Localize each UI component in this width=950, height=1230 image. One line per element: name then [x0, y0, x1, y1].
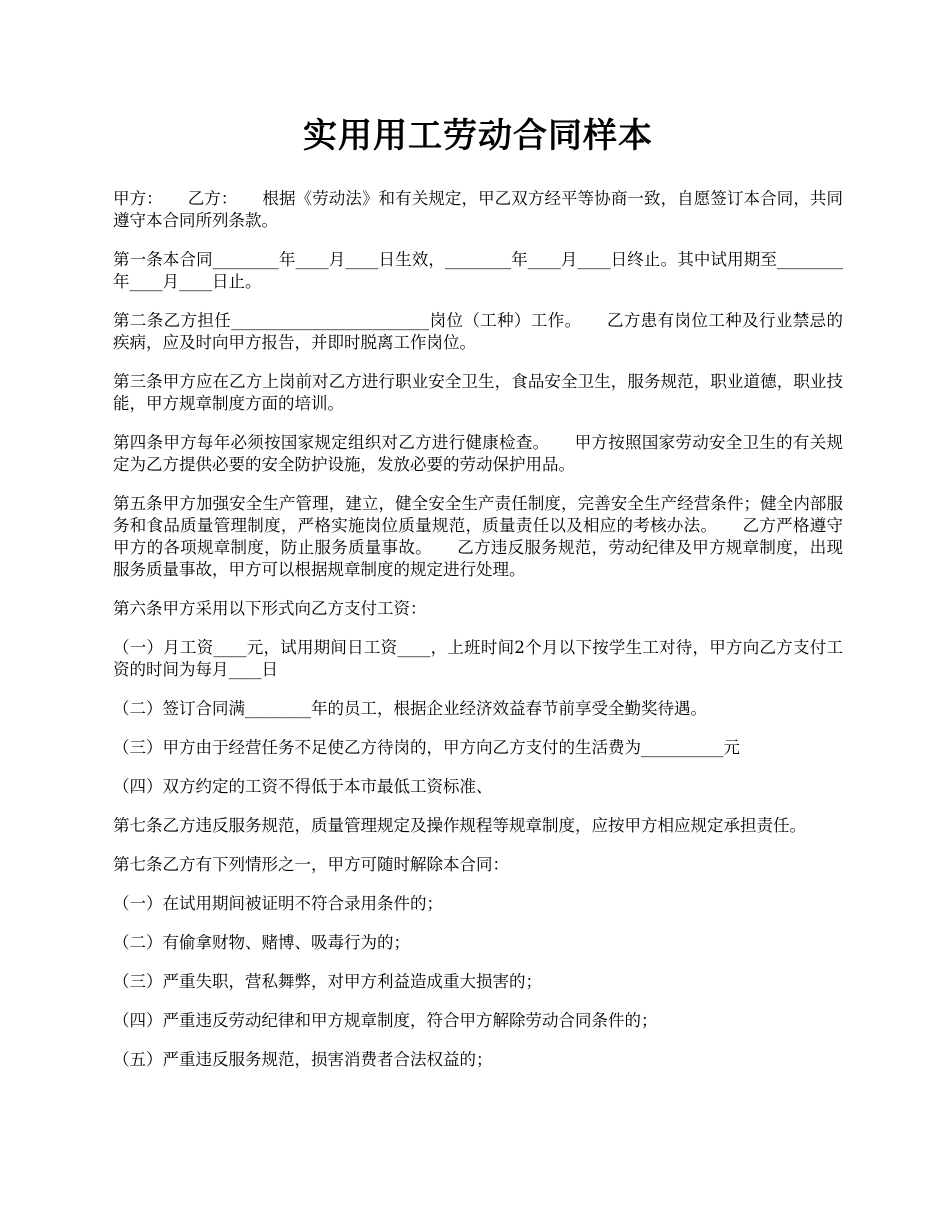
article-2-position: 第二条乙方担任________________________岗位（工种）工作。 乙方患有岗位工种及行业禁忌的疾病，应及时向甲方报告，并即时脱离工作岗位。 [113, 311, 843, 352]
termination-item-2: （二）有偷拿财物、赌博、吸毒行为的； [113, 933, 410, 952]
intro-paragraph: 甲方： 乙方： 根据《劳动法》和有关规定，甲乙双方经平等协商一致，自愿签订本合同，共同遵守本合同所列条款。 [113, 189, 843, 230]
article-5-safety-management: 第五条甲方加强安全生产管理，建立，健全安全生产责任制度，完善安全生产经营条件；健全内部服务和食品质量管理制度，严格实施岗位质量规范，质量责任以及相应的考核办法。 乙方严格遵守甲方的各项规章制度，防止服务质量事故。 乙方违反服务规范，劳动纪律及甲方规章制度，出现服务质量事故，甲方可以根据规章制度的规定进行处理。 [113, 494, 843, 579]
wage-item-1: （一）月工资____元，试用期间日工资____，上班时间2个月以下按学生工对待，甲方向乙方支付工资的时间为每月____日 [113, 638, 843, 679]
article-6-wages: 第六条甲方采用以下形式向乙方支付工资： [113, 599, 427, 618]
wage-item-3: （三）甲方由于经营任务不足使乙方待岗的，甲方向乙方支付的生活费为__________元 [113, 738, 740, 757]
article-1-term: 第一条本合同________年____月____日生效，________年____月____日终止。其中试用期至________年____月____日止。 [113, 250, 843, 291]
termination-item-3: （三）严重失职，营私舞弊，对甲方利益造成重大损害的； [113, 972, 542, 991]
article-3-training: 第三条甲方应在乙方上岗前对乙方进行职业安全卫生，食品安全卫生，服务规范，职业道德，职业技能，甲方规章制度方面的培训。 [113, 372, 843, 413]
termination-item-4: （四）严重违反劳动纪律和甲方规章制度，符合甲方解除劳动合同条件的； [113, 1011, 658, 1030]
wage-item-4: （四）双方约定的工资不得低于本市最低工资标准、 [113, 777, 493, 796]
document-page [113, 0, 843, 1088]
article-7-liability: 第七条乙方违反服务规范，质量管理规定及操作规程等规章制度，应按甲方相应规定承担责任。 [113, 816, 806, 835]
article-7-termination: 第七条乙方有下列情形之一，甲方可随时解除本合同： [113, 855, 509, 874]
article-4-health-check: 第四条甲方每年必须按国家规定组织对乙方进行健康检查。 甲方按照国家劳动安全卫生的有关规定为乙方提供必要的安全防护设施，发放必要的劳动保护用品。 [113, 433, 843, 474]
termination-item-1: （一）在试用期间被证明不符合录用条件的； [113, 894, 443, 913]
wage-item-2: （二）签订合同满________年的员工，根据企业经济效益春节前享受全勤奖待遇。 [113, 699, 707, 718]
termination-item-5: （五）严重违反服务规范，损害消费者合法权益的； [113, 1050, 493, 1069]
document-title: 实用用工劳动合同样本 [303, 116, 653, 156]
